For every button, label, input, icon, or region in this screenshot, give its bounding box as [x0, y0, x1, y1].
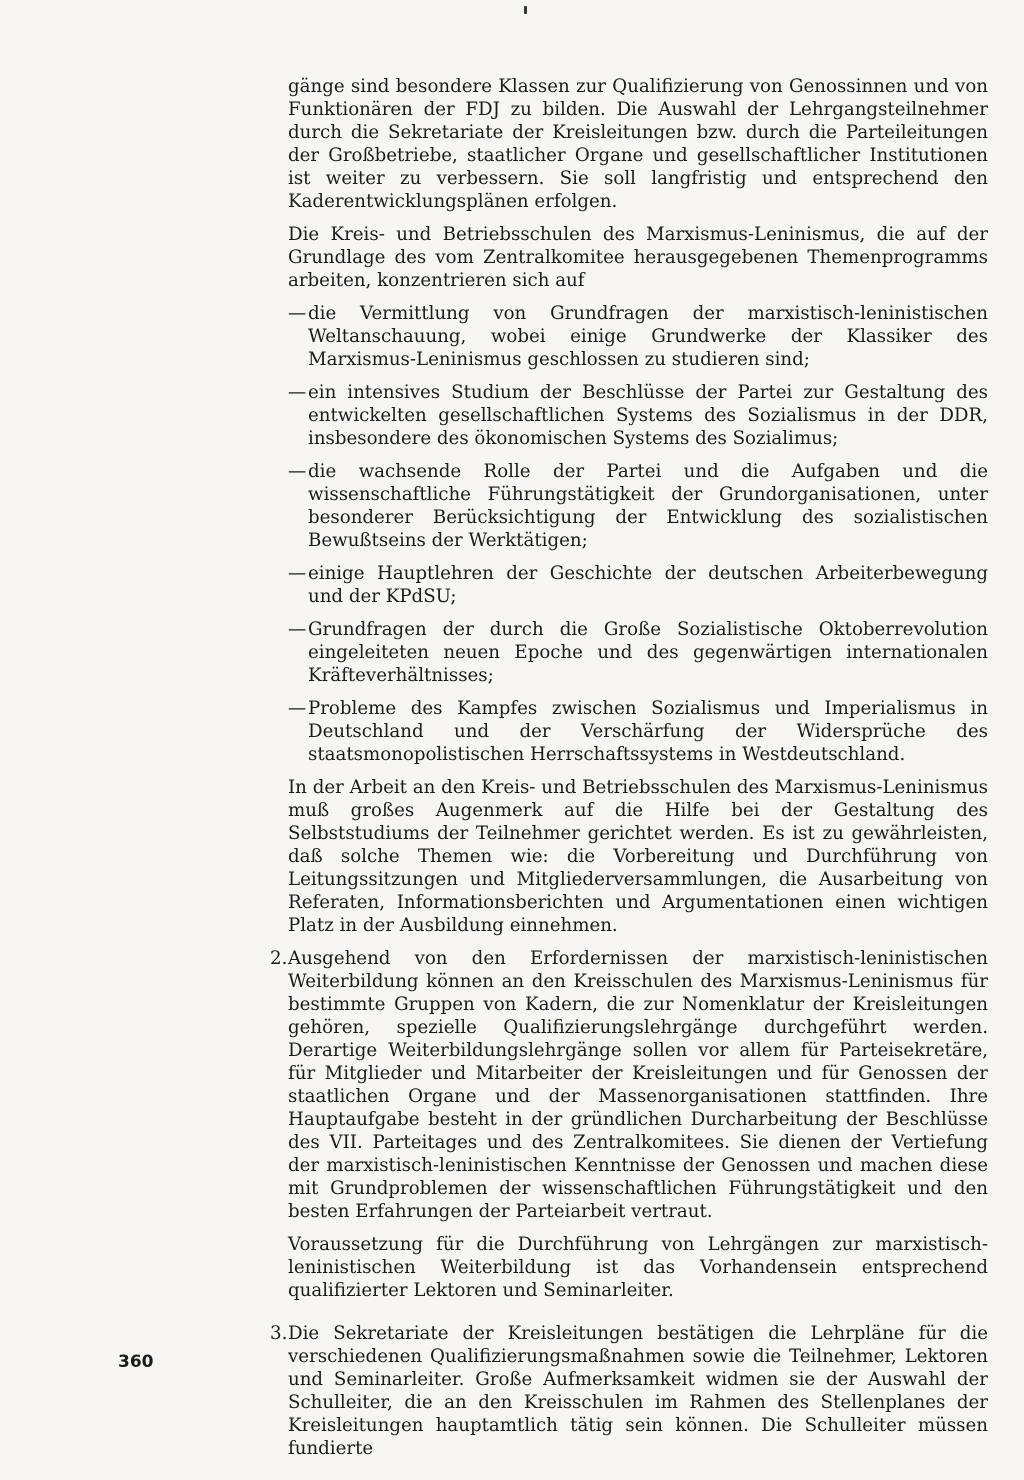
list-item-text: die wachsende Rolle der Partei und die Aufgaben und die wissenschaftliche Führungstätigkeit der Grundorganisationen, unter besonderer Berücksichtigung der Entwicklung des sozialistischen Bewußtseins der Werktätigen; [308, 461, 988, 551]
schools-paragraph: Die Kreis- und Betriebsschulen des Marxismus-Leninismus, die auf der Grundlage des vom Zentralkomitee herausgegebenen Themenprogramms arbeiten, konzentrieren sich auf [288, 224, 988, 291]
dash-marker: — [288, 563, 307, 584]
dash-marker: — [288, 619, 307, 640]
item-3-paragraph: Die Sekretariate der Kreisleitungen bestätigen die Lehrpläne für die verschiedenen Qualifizierungsmaßnahmen sowie die Teilnehmer, Lektoren und Seminarleiter. Große Aufmerksamkeit widmen sie der Auswahl der Schulleiter, die an den Kreisschulen im Rahmen des Stellenplanes der Kreisleitungen hauptamtlich tätig sein können. Die Schulleiter müssen fundierte [288, 1323, 988, 1459]
list-item-text: Probleme des Kampfes zwischen Sozialismus und Imperialismus in Deutschland und der Verschärfung der Widersprüche des staatsmonopolistischen Herrschaftssystems in Westdeutschland. [308, 698, 988, 765]
intro-paragraph: gänge sind besondere Klassen zur Qualifizierung von Genossinnen und von Funktionären der FDJ zu bilden. Die Auswahl der Lehrgangsteilnehmer durch die Sekretariate der Kreisleitungen bzw. durch die Parteileitungen der Großbetriebe, staatlicher Organe und gesellschaftlicher Institutionen ist weiter zu verbessern. Sie soll langfristig und entsprechend den Kaderentwicklungsplänen erfolgen. [288, 76, 988, 212]
dash-marker: — [288, 461, 307, 482]
dash-marker: — [288, 303, 307, 324]
numbered-item-3 [270, 1322, 988, 1470]
list-item-text: einige Hauptlehren der Geschichte der deutschen Arbeiterbewegung und der KPdSU; [308, 563, 988, 607]
dash-marker: — [288, 698, 307, 719]
list-item [288, 562, 988, 608]
list-item [288, 381, 988, 450]
list-item [288, 618, 988, 687]
numbered-item-body [288, 947, 988, 1312]
item-number: 2. [270, 948, 288, 969]
page-number: 360 [118, 1352, 154, 1372]
dash-marker: — [288, 382, 307, 403]
numbered-item-body [288, 1322, 988, 1470]
item-2-paragraph: Ausgehend von den Erfordernissen der marxistisch-leninistischen Weiterbildung können an den Kreisschulen des Marxismus-Leninismus für bestimmte Gruppen von Kadern, die zur Nomenklatur der Kreisleitungen gehören, spezielle Qualifizierungslehrgänge durchgeführt werden. Derartige Weiterbildungslehrgänge sollen vor allem für Parteisekretäre, für Mitglieder und Mitarbeiter der Kreisleitungen und für Genossen der staatlichen Organe und der Massenorganisationen stattfinden. Ihre Hauptaufgabe besteht in der gründlichen Durcharbeitung der Beschlüsse des VII. Parteitages und des Zentralkomitees. Sie dienen der Vertiefung der marxistisch-leninistischen Kenntnisse der Genossen und machen diese mit Grundproblemen der wissenschaftlichen Führungstätigkeit und den besten Erfahrungen der Parteiarbeit vertraut. [288, 948, 988, 1222]
list-item-text: Grundfragen der durch die Große Sozialistische Oktoberrevolution eingeleiteten neuen Epoche und des gegenwärtigen internationalen Kräfteverhältnisses; [308, 619, 988, 686]
numbered-item-2 [270, 947, 988, 1312]
list-item [288, 460, 988, 552]
self-study-paragraph: In der Arbeit an den Kreis- und Betriebsschulen des Marxismus-Leninismus muß großes Augenmerk auf die Hilfe bei der Gestaltung des Selbststudiums der Teilnehmer gerichtet werden. Es ist zu gewährleisten, daß solche Themen wie: die Vorbereitung und Durchführung von Leitungssitzungen und Mitgliederversammlungen, die Ausarbeitung von Referaten, Informationsberichten und Argumentationen einen wichtigen Platz in der Ausbildung einnehmen. [288, 777, 988, 936]
text-column [270, 75, 988, 1480]
list-item-text: ein intensives Studium der Beschlüsse der Partei zur Gestaltung des entwickelten gesellschaftlichen Systems des Sozialismus in der DDR, insbesondere des ökonomischen Systems des Sozialimus; [308, 382, 988, 449]
list-item [288, 302, 988, 371]
list-item [288, 697, 988, 766]
topic-list [288, 302, 988, 766]
item-number: 3. [270, 1323, 288, 1344]
print-speck [524, 6, 527, 14]
item-2-followup: Voraussetzung für die Durchführung von Lehrgängen zur marxistisch-leninistischen Weiterbildung ist das Vorhandensein entsprechend qualifizierter Lektoren und Seminarleiter. [288, 1234, 988, 1301]
list-item-text: die Vermittlung von Grundfragen der marxistisch-leninistischen Weltanschauung, wobei einige Grundwerke der Klassiker des Marxismus-Leninismus geschlossen zu studieren sind; [308, 303, 988, 370]
